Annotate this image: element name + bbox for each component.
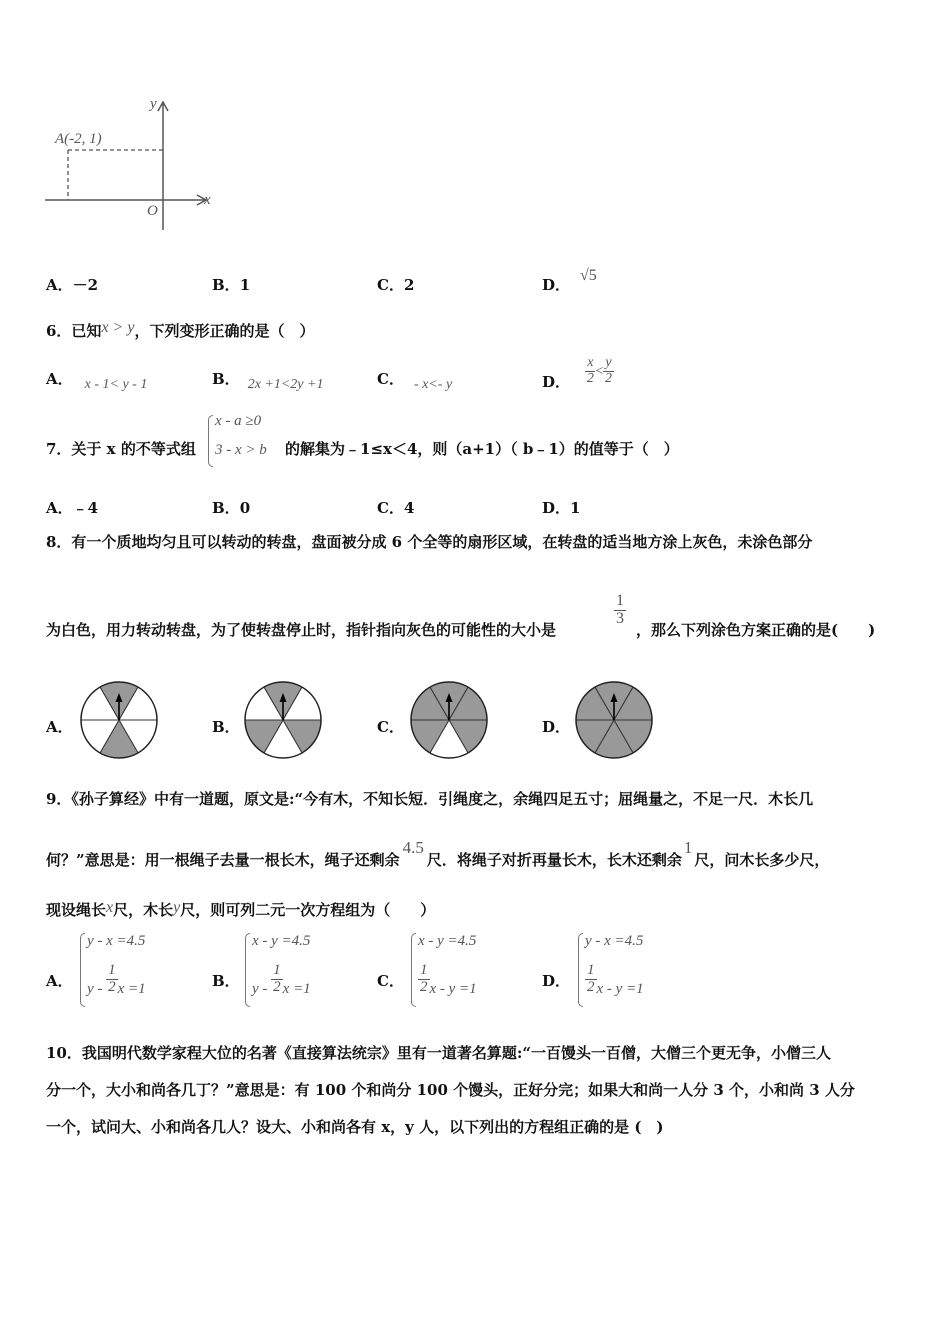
- q9-line-3: 现设绳长x尺，木长y尺，则可列二元一次方程组为（ ）: [46, 899, 436, 919]
- q8-option-b-label[interactable]: B．: [212, 718, 240, 736]
- q8-line-2-suffix: ，那么下列涂色方案正确的是( ): [636, 621, 876, 639]
- q6-option-a[interactable]: A． x - 1< y - 1: [46, 370, 148, 392]
- coordinate-figure: [40, 95, 230, 240]
- q8-spinner-a[interactable]: [78, 679, 160, 761]
- q10-line-3: 一个，试问大、小和尚各几人？设大、小和尚各有 x，y 人，以下列出的方程组正确的是 ( ): [46, 1118, 664, 1136]
- q7-option-b[interactable]: B．0: [212, 499, 251, 517]
- q6-stem: 6．已知x > y，下列变形正确的是（ ）: [46, 319, 315, 340]
- q8-fraction: $\frac{1}{3}$: [616, 592, 624, 627]
- q7-option-a[interactable]: A．﹣4: [46, 499, 99, 517]
- q9-option-b-label[interactable]: B．: [212, 972, 240, 990]
- q9-d-eq2: $\frac{1}{2}$ x - y =1: [587, 962, 644, 997]
- q7-inequality-1: x - a ≥0: [215, 413, 262, 429]
- q9-c-brace: [411, 933, 416, 1007]
- q8-spinner-b[interactable]: [242, 679, 324, 761]
- q9-option-a-label[interactable]: A．: [46, 972, 73, 990]
- q10-line-2: 分一个，大小和尚各几丁？”意思是：有 100 个和尚分 100 个馒头，正好分完；如果大和尚一人分 3 个，小和尚 3 人分: [46, 1081, 855, 1099]
- q9-a-eq1: y - x =4.5: [87, 933, 146, 949]
- q7-option-d[interactable]: D．1: [542, 499, 581, 517]
- q7-brace: [208, 415, 213, 467]
- q7-option-c[interactable]: C．4: [377, 499, 415, 517]
- q9-option-c-label[interactable]: C．: [377, 972, 404, 990]
- q8-option-d-label[interactable]: D．: [542, 718, 571, 736]
- q5-option-a[interactable]: A．－2: [46, 276, 99, 294]
- q7-stem-prefix: 7．关于 x 的不等式组: [46, 440, 196, 458]
- q7-stem-suffix: 的解集为﹣1≤x＜4，则（a+1）（ b﹣1）的值等于（ ）: [285, 440, 679, 458]
- q9-line-2: 何？”意思是：用一根绳子去量一根长木，绳子还剩余4.5尺．将绳子对折再量长木，长木还剩余1尺，问木长多少尺，: [46, 838, 830, 869]
- q7-inequality-2: 3 - x > b: [215, 442, 267, 458]
- q5-option-d[interactable]: D．√5: [542, 267, 597, 294]
- q6-option-b[interactable]: B． 2x +1<2y +1: [212, 370, 324, 392]
- q9-line-1: 9．《孙子算经》中有一道题，原文是:“今有木，不知长短．引绳度之，余绳四足五寸；屈绳量之，不足一尺．木长几: [46, 790, 814, 808]
- y-axis-label: y: [150, 96, 157, 112]
- q9-a-brace: [80, 933, 85, 1007]
- q5-option-b[interactable]: B．1: [212, 276, 251, 294]
- q8-line-1: 8．有一个质地均匀且可以转动的转盘，盘面被分成 6 个全等的扇形区域，在转盘的适当地方涂上灰色，未涂色部分: [46, 533, 813, 551]
- q6-option-d[interactable]: D． $\frac{x}{2}$ < $\frac{y}{2}$: [542, 355, 612, 392]
- q9-d-brace: [578, 933, 583, 1007]
- x-axis-label: x: [204, 192, 211, 208]
- q9-c-eq1: x - y =4.5: [418, 933, 477, 949]
- q9-b-eq1: x - y =4.5: [252, 933, 311, 949]
- point-a-label: A(-2, 1): [55, 131, 102, 147]
- q10-line-1: 10．我国明代数学家程大位的名著《直接算法统宗》里有一道著名算题:“一百馒头一百僧，大僧三个更无争，小僧三人: [46, 1044, 832, 1062]
- q9-c-eq2: $\frac{1}{2}$ x - y =1: [420, 962, 477, 997]
- q5-option-c[interactable]: C．2: [377, 276, 415, 294]
- q9-b-brace: [245, 933, 250, 1007]
- q8-option-a-label[interactable]: A．: [46, 718, 73, 736]
- q9-a-eq2: y - $\frac{1}{2}$ x =1: [87, 962, 146, 997]
- q8-spinner-c[interactable]: [408, 679, 490, 761]
- q8-spinner-d[interactable]: [573, 679, 655, 761]
- origin-label: O: [147, 203, 158, 219]
- q9-d-eq1: y - x =4.5: [585, 933, 644, 949]
- q9-option-d-label[interactable]: D．: [542, 972, 571, 990]
- q8-option-c-label[interactable]: C．: [377, 718, 404, 736]
- q9-b-eq2: y - $\frac{1}{2}$ x =1: [252, 962, 311, 997]
- q8-line-2-prefix: 为白色，用力转动转盘，为了使转盘停止时，指针指向灰色的可能性的大小是: [46, 621, 557, 639]
- q6-option-c[interactable]: C． - x<- y: [377, 370, 453, 392]
